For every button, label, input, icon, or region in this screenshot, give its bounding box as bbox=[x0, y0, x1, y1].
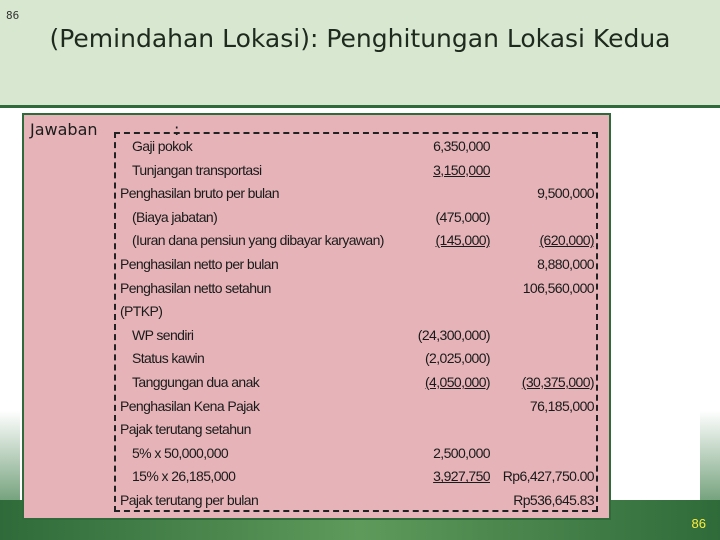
row-amount: (24,300,000) bbox=[417, 326, 490, 343]
row-label: Penghasilan bruto per bulan bbox=[120, 185, 279, 202]
table-row bbox=[116, 465, 600, 488]
table-row bbox=[116, 206, 600, 229]
table-row bbox=[116, 395, 600, 418]
row-total: 76,185,000 bbox=[529, 397, 594, 414]
table-row bbox=[116, 135, 600, 158]
row-label: WP sendiri bbox=[132, 326, 194, 343]
table-row bbox=[116, 442, 600, 465]
row-label: Status kawin bbox=[132, 350, 205, 367]
slide-corner-number: 86 bbox=[6, 9, 20, 22]
left-decoration bbox=[0, 108, 20, 540]
row-total: Rp6,427,750.00 bbox=[502, 468, 594, 485]
row-label: Pajak terutang setahun bbox=[120, 421, 251, 438]
table-row bbox=[116, 347, 600, 370]
row-total: (620,000) bbox=[539, 232, 594, 249]
row-label: Penghasilan netto per bulan bbox=[120, 256, 279, 272]
row-amount: 2,500,000 bbox=[433, 444, 490, 461]
table-row bbox=[116, 277, 600, 300]
row-total: Rp536,645.83 bbox=[513, 492, 594, 508]
table-row bbox=[116, 229, 600, 252]
answer-colon: : bbox=[174, 120, 180, 139]
table-row bbox=[116, 489, 600, 512]
table-row bbox=[116, 418, 600, 441]
row-amount: 3,927,750 bbox=[433, 468, 490, 485]
row-label: (Iuran dana pensiun yang dibayar karyawan) bbox=[132, 232, 384, 249]
table-row bbox=[116, 182, 600, 205]
table-row bbox=[116, 253, 600, 276]
row-label: (PTKP) bbox=[120, 303, 163, 320]
row-label: Pajak terutang per bulan bbox=[120, 492, 259, 508]
row-amount: (4,050,000) bbox=[424, 374, 490, 390]
right-decoration bbox=[700, 108, 720, 540]
row-label: Gaji pokok bbox=[132, 138, 193, 154]
row-amount: 6,350,000 bbox=[433, 138, 490, 154]
row-amount: 3,150,000 bbox=[433, 161, 490, 178]
row-amount: (475,000) bbox=[435, 208, 490, 225]
row-total: 8,880,000 bbox=[537, 256, 594, 272]
row-label: Tanggungan dua anak bbox=[132, 374, 260, 390]
row-total: 106,560,000 bbox=[522, 279, 594, 296]
table-row bbox=[116, 324, 600, 347]
row-label: Penghasilan Kena Pajak bbox=[120, 397, 260, 414]
row-amount: (145,000) bbox=[435, 232, 490, 249]
row-label: (Biaya jabatan) bbox=[132, 208, 218, 225]
page-number: 86 bbox=[691, 516, 706, 531]
calculation-table bbox=[114, 132, 598, 512]
row-amount: (2,025,000) bbox=[424, 350, 490, 367]
row-total: 9,500,000 bbox=[537, 185, 594, 202]
slide-title: (Pemindahan Lokasi): Penghitungan Lokasi Kedua bbox=[49, 24, 671, 53]
row-label: 5% x 50,000,000 bbox=[132, 444, 229, 461]
row-label: Tunjangan transportasi bbox=[132, 161, 262, 178]
table-row bbox=[116, 159, 600, 182]
row-total: (30,375,000) bbox=[521, 374, 594, 390]
table-row bbox=[116, 371, 600, 394]
answer-label: Jawaban bbox=[30, 120, 98, 139]
row-label: 15% x 26,185,000 bbox=[132, 468, 236, 485]
row-label: Penghasilan netto setahun bbox=[120, 279, 271, 296]
table-row bbox=[116, 300, 600, 323]
